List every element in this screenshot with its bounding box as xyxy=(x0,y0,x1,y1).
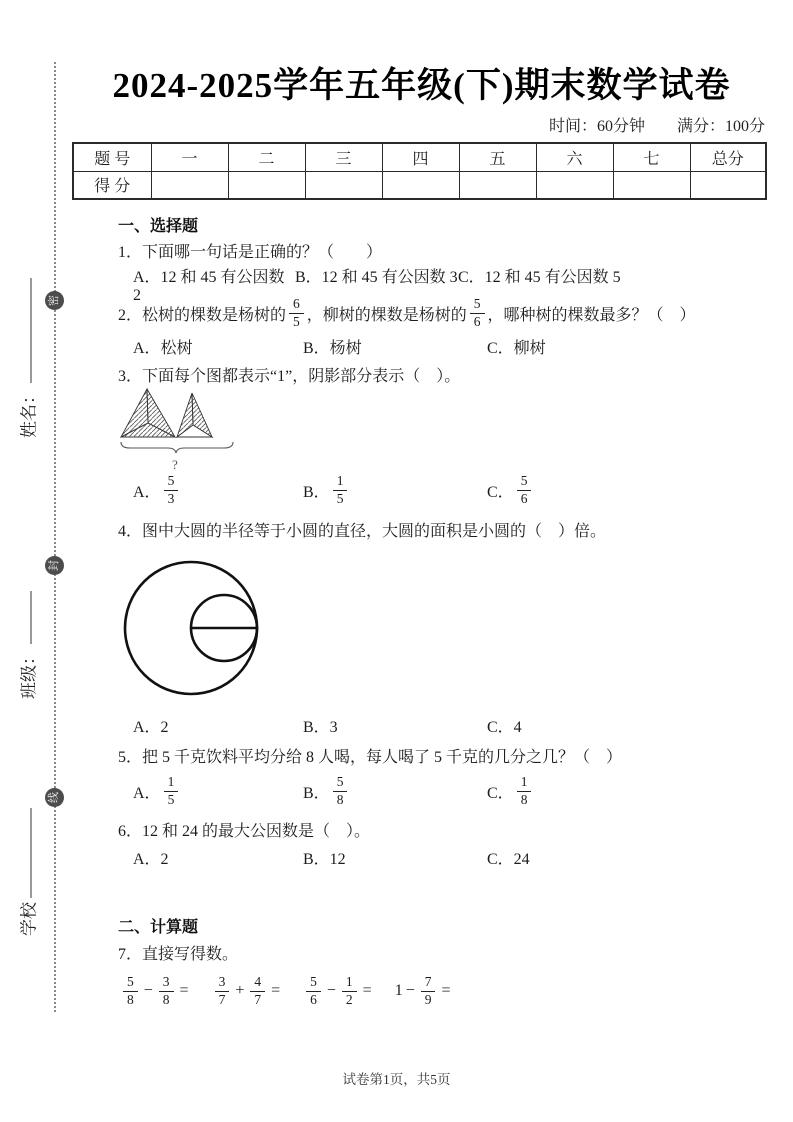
score-cell xyxy=(536,171,613,199)
q2-option-a: A．松树 xyxy=(133,340,193,357)
score-cell xyxy=(690,171,766,199)
q3-option-c: C． $\frac{5}{6}$ xyxy=(487,474,534,507)
exam-meta xyxy=(521,113,765,136)
q1-option-a: A．12 和 45 有公因数 2 xyxy=(133,269,285,304)
school-blank-line xyxy=(30,808,31,898)
score-table-col: 六 xyxy=(536,143,613,171)
q7-equation-2: $\frac{3}{7}$ + $\frac{4}{7}$ = xyxy=(212,975,284,1008)
score-table-col: 三 xyxy=(305,143,382,171)
q2-text-mid: ，柳树的棵数是杨树的 xyxy=(306,306,467,324)
score-table-col: 二 xyxy=(228,143,305,171)
class-field xyxy=(15,591,40,699)
seal-stamp-xian-icon: 线 xyxy=(45,788,64,807)
score-table-corner: 题 号 xyxy=(73,143,151,171)
q5-option-b: B． $\frac{5}{8}$ xyxy=(303,775,487,808)
q4-option-c: C．4 xyxy=(487,719,522,736)
q4-option-a: A．2 xyxy=(133,719,169,736)
q6-option-a: A．2 xyxy=(133,851,169,868)
score-table-col: 七 xyxy=(613,143,690,171)
q2-text-pre: 2．松树的棵数是杨树的 xyxy=(118,306,287,324)
q7-equation-3: $\frac{5}{6}$ − $\frac{1}{2}$ = xyxy=(303,975,375,1008)
score-cell xyxy=(151,171,228,199)
question6-options xyxy=(133,846,530,869)
score-table-col: 五 xyxy=(459,143,536,171)
question3-options xyxy=(133,471,534,509)
q3-option-b: B． $\frac{1}{5}$ xyxy=(303,474,487,507)
q2-text-post: ，哪种树的棵数最多？（ ） xyxy=(487,306,696,324)
school-label: 学校 xyxy=(19,902,39,936)
score-table-col: 总分 xyxy=(690,143,766,171)
score-table xyxy=(72,142,767,200)
q2-option-b: B．杨树 xyxy=(303,340,362,357)
time-limit: 时间：60分钟 xyxy=(548,118,645,135)
class-blank-line xyxy=(30,591,31,644)
question4-options xyxy=(133,714,522,737)
question7-text: 7．直接写得数。 xyxy=(118,946,239,963)
seal-stamp-mi-icon: 密 xyxy=(45,291,64,310)
score-cell xyxy=(613,171,690,199)
seal-dotted-line xyxy=(54,62,56,1012)
score-table-col: 四 xyxy=(382,143,459,171)
page-footer: 试卷第1页，共5页 xyxy=(342,1072,451,1087)
q5-option-c: C． $\frac{1}{8}$ xyxy=(487,775,534,808)
name-blank-line xyxy=(30,278,31,383)
full-score: 满分：100分 xyxy=(676,118,765,135)
name-label: 姓名： xyxy=(19,387,39,438)
score-cell xyxy=(305,171,382,199)
seal-stamp-feng-icon: 封 xyxy=(45,556,64,575)
q1-option-c: C．12 和 45 有公因数 5 xyxy=(458,269,621,286)
q4-option-b: B．3 xyxy=(303,719,338,736)
question2-text xyxy=(118,294,696,332)
q6-option-b: B．12 xyxy=(303,851,346,868)
question6-text: 6．12 和 24 的最大公因数是（ ）。 xyxy=(118,823,371,840)
score-cell xyxy=(459,171,536,199)
q5-option-a: A． $\frac{1}{5}$ xyxy=(133,775,303,808)
score-table-header-row xyxy=(73,143,766,171)
q6-option-c: C．24 xyxy=(487,851,530,868)
question1-text: 1．下面哪一句话是正确的？（ ） xyxy=(118,244,383,261)
question3-text: 3．下面每个图都表示“1”，阴影部分表示（ ）。 xyxy=(118,368,461,385)
question4-circles-figure xyxy=(120,549,268,707)
score-table-col: 一 xyxy=(151,143,228,171)
q2-fraction-2: $\frac{5}{6}$ xyxy=(470,297,485,330)
score-cell xyxy=(228,171,305,199)
name-field xyxy=(15,278,40,438)
score-row-label: 得 分 xyxy=(73,171,151,199)
score-table-score-row xyxy=(73,171,766,199)
q2-fraction-1: $\frac{6}{5}$ xyxy=(289,297,304,330)
class-label: 班级： xyxy=(19,648,39,699)
page-title: 2024-2025学年五年级(下)期末数学试卷 xyxy=(112,66,731,105)
q1-option-b: B．12 和 45 有公因数 3 xyxy=(295,269,458,286)
brace-icon xyxy=(121,442,233,453)
question5-text: 5．把 5 千克饮料平均分给 8 人喝，每人喝了 5 千克的几分之几？（ ） xyxy=(118,749,623,766)
q2-option-c: C．柳树 xyxy=(487,340,546,357)
question4-text: 4．图中大圆的半径等于小圆的直径，大圆的面积是小圆的（ ）倍。 xyxy=(118,523,607,540)
school-field xyxy=(15,808,40,936)
question3-triangles-figure xyxy=(116,387,238,473)
section1-heading: 一、选择题 xyxy=(118,218,199,235)
q7-equation-1: $\frac{5}{8}$ − $\frac{3}{8}$ = xyxy=(120,975,192,1008)
q3-figure-question-mark: ? xyxy=(172,457,178,472)
section2-heading: 二、计算题 xyxy=(118,919,199,936)
question7-equations xyxy=(120,971,474,1011)
question2-options xyxy=(133,335,546,358)
score-cell xyxy=(382,171,459,199)
q7-equation-4: 1 − $\frac{7}{9}$ = xyxy=(394,973,451,1007)
question5-options xyxy=(133,771,534,811)
q3-option-a: A． $\frac{5}{3}$ xyxy=(133,474,303,507)
